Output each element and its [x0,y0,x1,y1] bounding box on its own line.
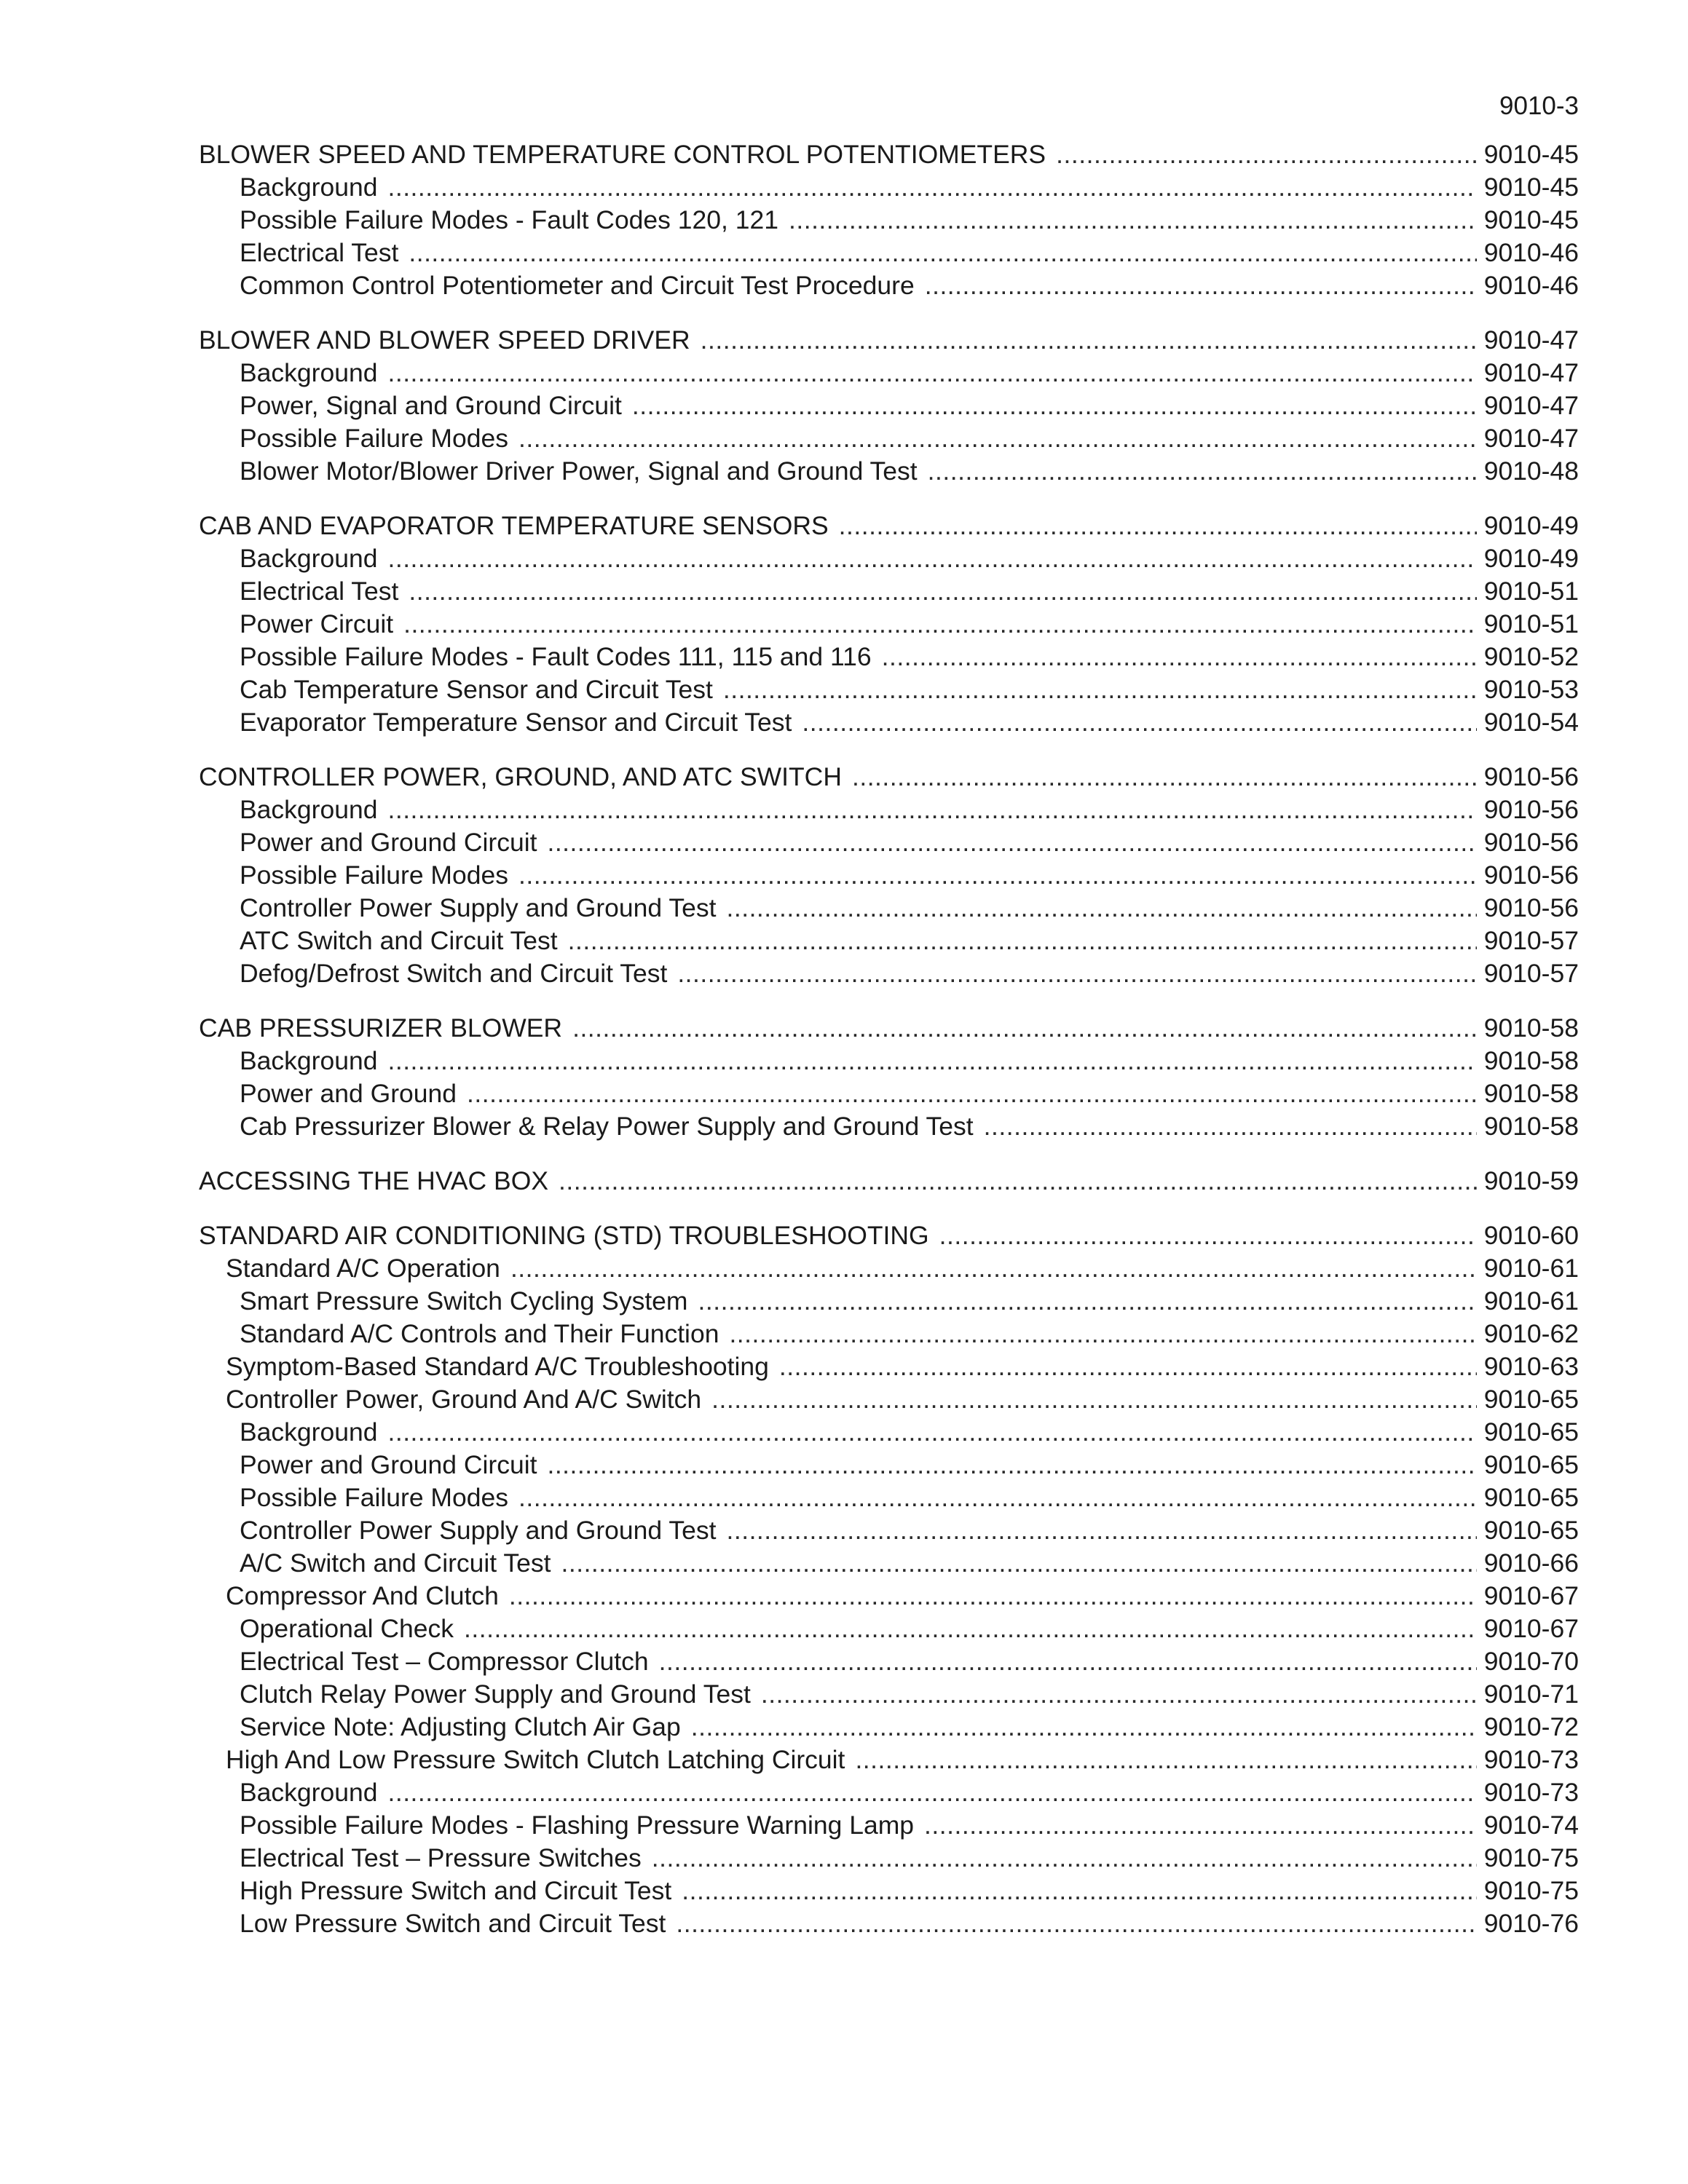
toc-entry[interactable] [199,575,1579,608]
toc-entry-title: Common Control Potentiometer and Circuit Test Procedure [240,271,915,300]
dot-leader [409,575,1476,608]
toc-entry-page: 9010-45 [1483,140,1579,169]
dot-leader [984,1110,1477,1143]
dot-leader [659,1645,1477,1678]
toc-entry-page: 9010-51 [1483,577,1579,606]
dot-leader [789,204,1477,237]
toc-entry[interactable] [199,1547,1579,1580]
dot-leader [632,389,1477,422]
dot-leader [387,1045,1476,1077]
toc-entry[interactable] [199,1285,1579,1318]
toc-entry-title: Background [240,544,378,573]
toc-section [199,1219,1579,1940]
toc-entry-title: Compressor And Clutch [226,1581,499,1610]
toc-entry[interactable] [199,455,1579,488]
toc-entry[interactable] [199,794,1579,826]
toc-entry-title: Evaporator Temperature Sensor and Circuit Test [240,708,792,737]
toc-entry[interactable] [199,1514,1579,1547]
toc-entry-title: Possible Failure Modes [240,1483,508,1512]
toc-entry-title: Possible Failure Modes [240,424,508,453]
toc-section-heading[interactable] [199,138,1579,171]
toc-entry[interactable] [199,1875,1579,1907]
toc-entry-title: Power, Signal and Ground Circuit [240,391,622,420]
toc-entry-title: Clutch Relay Power Supply and Ground Test [240,1679,751,1709]
toc-entry-page: 9010-47 [1483,424,1579,453]
toc-section [199,324,1579,488]
toc-entry-title: Cab Pressurizer Blower & Relay Power Supply and Ground Test [240,1112,974,1141]
dot-leader [802,706,1476,739]
toc-entry-page: 9010-67 [1483,1614,1579,1643]
toc-entry-page: 9010-47 [1483,325,1579,355]
toc-entry-page: 9010-54 [1483,708,1579,737]
toc-entry-title: Electrical Test – Compressor Clutch [240,1647,649,1676]
toc-entry-page: 9010-70 [1483,1647,1579,1676]
dot-leader [387,171,1476,204]
toc-entry-title: Background [240,1778,378,1807]
toc-entry[interactable] [199,1383,1579,1416]
toc-entry-title: STANDARD AIR CONDITIONING (STD) TROUBLESHOOTING [199,1221,929,1250]
table-of-contents [199,138,1579,1962]
toc-entry-page: 9010-48 [1483,456,1579,486]
toc-entry[interactable] [199,1613,1579,1645]
toc-entry-page: 9010-65 [1483,1450,1579,1479]
toc-section [199,761,1579,990]
dot-leader [928,455,1477,488]
toc-entry[interactable] [199,1907,1579,1940]
toc-entry-page: 9010-76 [1483,1909,1579,1938]
page-number: 9010-3 [1499,92,1579,120]
dot-leader [387,1416,1476,1449]
toc-entry[interactable] [199,925,1579,957]
toc-section-heading[interactable] [199,510,1579,542]
toc-entry-page: 9010-56 [1483,762,1579,791]
toc-entry-page: 9010-58 [1483,1112,1579,1141]
toc-entry-title: Low Pressure Switch and Circuit Test [240,1909,666,1938]
toc-entry-page: 9010-47 [1483,358,1579,387]
toc-entry-title: Standard A/C Controls and Their Function [240,1319,719,1348]
dot-leader [726,1514,1476,1547]
toc-entry[interactable] [199,237,1579,269]
toc-entry[interactable] [199,892,1579,925]
toc-entry-title: Controller Power, Ground And A/C Switch [226,1385,702,1414]
dot-leader [559,1165,1477,1198]
toc-entry-page: 9010-59 [1483,1166,1579,1195]
toc-entry-title: Power and Ground Circuit [240,828,537,857]
toc-section-heading[interactable] [199,1012,1579,1045]
dot-leader [518,859,1477,892]
toc-entry[interactable] [199,1481,1579,1514]
toc-entry-title: Symptom-Based Standard A/C Troubleshooting [226,1352,769,1381]
toc-entry-title: Controller Power Supply and Ground Test [240,1516,717,1545]
toc-entry-title: ATC Switch and Circuit Test [240,926,558,955]
toc-entry-page: 9010-65 [1483,1417,1579,1447]
toc-section-heading[interactable] [199,324,1579,357]
dot-leader [387,542,1476,575]
dot-leader [924,1809,1477,1842]
toc-entry[interactable] [199,357,1579,389]
toc-entry-title: Possible Failure Modes - Fault Codes 120, 121 [240,205,778,234]
toc-entry[interactable] [199,608,1579,641]
toc-entry-page: 9010-47 [1483,391,1579,420]
toc-entry-page: 9010-56 [1483,795,1579,824]
toc-entry[interactable] [199,673,1579,706]
dot-leader [723,673,1477,706]
toc-entry-page: 9010-72 [1483,1712,1579,1741]
toc-entry-title: BLOWER SPEED AND TEMPERATURE CONTROL POTENTIOMETERS [199,140,1046,169]
dot-leader [652,1842,1477,1875]
toc-entry[interactable] [199,1809,1579,1842]
toc-entry[interactable] [199,1110,1579,1143]
dot-leader [387,1776,1476,1809]
dot-leader [691,1711,1477,1744]
dot-leader [852,761,1477,794]
toc-entry-title: Electrical Test – Pressure Switches [240,1843,642,1872]
toc-entry[interactable] [199,1449,1579,1481]
toc-entry-title: CONTROLLER POWER, GROUND, AND ATC SWITCH [199,762,842,791]
dot-leader [711,1383,1477,1416]
toc-entry[interactable] [199,1744,1579,1776]
toc-entry[interactable] [199,1776,1579,1809]
toc-entry-page: 9010-57 [1483,926,1579,955]
toc-entry[interactable] [199,1580,1579,1613]
toc-entry[interactable] [199,1416,1579,1449]
dot-leader [518,422,1477,455]
dot-leader [510,1252,1477,1285]
toc-entry[interactable] [199,1842,1579,1875]
dot-leader [409,237,1476,269]
toc-entry-title: Smart Pressure Switch Cycling System [240,1286,688,1315]
dot-leader [572,1012,1477,1045]
toc-entry-title: Power Circuit [240,609,394,638]
toc-entry-title: Power and Ground Circuit [240,1450,537,1479]
toc-entry-title: Possible Failure Modes - Fault Codes 111, 115 and 116 [240,642,872,671]
dot-leader [467,1077,1477,1110]
toc-entry-title: Operational Check [240,1614,454,1643]
dot-leader [547,826,1476,859]
toc-entry-page: 9010-65 [1483,1516,1579,1545]
toc-entry-title: BLOWER AND BLOWER SPEED DRIVER [199,325,690,355]
toc-entry-page: 9010-67 [1483,1581,1579,1610]
dot-leader [761,1678,1477,1711]
toc-entry-page: 9010-75 [1483,1843,1579,1872]
toc-entry-title: Controller Power Supply and Ground Test [240,893,717,922]
toc-entry-title: Defog/Defrost Switch and Circuit Test [240,959,668,988]
toc-entry-page: 9010-49 [1483,544,1579,573]
toc-entry-title: Electrical Test [240,577,399,606]
dot-leader [682,1875,1476,1907]
toc-entry[interactable] [199,204,1579,237]
toc-entry-title: Background [240,173,378,202]
dot-leader [403,608,1477,641]
dot-leader [547,1449,1476,1481]
dot-leader [568,925,1477,957]
toc-entry[interactable] [199,641,1579,673]
toc-entry[interactable] [199,1350,1579,1383]
toc-entry-title: Possible Failure Modes [240,860,508,890]
toc-entry-page: 9010-62 [1483,1319,1579,1348]
dot-leader [726,892,1476,925]
toc-entry[interactable] [199,1045,1579,1077]
toc-section-heading[interactable] [199,1165,1579,1198]
dot-leader [855,1744,1476,1776]
toc-entry-page: 9010-56 [1483,828,1579,857]
toc-entry[interactable] [199,826,1579,859]
toc-entry-title: Standard A/C Operation [226,1254,500,1283]
dot-leader [387,357,1476,389]
toc-entry-title: Background [240,358,378,387]
toc-section-heading[interactable] [199,1219,1579,1252]
toc-entry-page: 9010-58 [1483,1046,1579,1075]
toc-section [199,1165,1579,1198]
toc-entry[interactable] [199,1678,1579,1711]
toc-entry-page: 9010-65 [1483,1385,1579,1414]
toc-entry-page: 9010-58 [1483,1013,1579,1042]
toc-entry-page: 9010-45 [1483,173,1579,202]
toc-entry[interactable] [199,1252,1579,1285]
dot-leader [509,1580,1477,1613]
toc-entry[interactable] [199,422,1579,455]
toc-entry-title: CAB PRESSURIZER BLOWER [199,1013,563,1042]
dot-leader [698,1285,1477,1318]
dot-leader [939,1219,1477,1252]
toc-entry-page: 9010-56 [1483,893,1579,922]
toc-entry[interactable] [199,957,1579,990]
dot-leader [387,794,1476,826]
dot-leader [677,957,1476,990]
toc-entry-title: Electrical Test [240,238,399,267]
toc-entry-page: 9010-66 [1483,1548,1579,1578]
toc-entry-page: 9010-61 [1483,1286,1579,1315]
toc-entry-page: 9010-56 [1483,860,1579,890]
toc-entry-page: 9010-46 [1483,271,1579,300]
toc-entry-title: Background [240,795,378,824]
toc-entry-title: Blower Motor/Blower Driver Power, Signal and Ground Test [240,456,918,486]
toc-entry-title: ACCESSING THE HVAC BOX [199,1166,549,1195]
toc-entry-page: 9010-61 [1483,1254,1579,1283]
toc-entry-title: Background [240,1046,378,1075]
toc-entry-page: 9010-71 [1483,1679,1579,1709]
toc-entry-title: Service Note: Adjusting Clutch Air Gap [240,1712,681,1741]
toc-entry-title: High Pressure Switch and Circuit Test [240,1876,672,1905]
toc-entry[interactable] [199,1318,1579,1350]
dot-leader [779,1350,1477,1383]
dot-leader [676,1907,1476,1940]
toc-entry-page: 9010-52 [1483,642,1579,671]
toc-entry-title: Possible Failure Modes - Flashing Pressure Warning Lamp [240,1811,915,1840]
dot-leader [701,324,1477,357]
toc-entry-page: 9010-75 [1483,1876,1579,1905]
dot-leader [561,1547,1476,1580]
toc-entry-page: 9010-49 [1483,511,1579,540]
toc-entry-page: 9010-45 [1483,205,1579,234]
toc-section-heading[interactable] [199,761,1579,794]
toc-entry-page: 9010-73 [1483,1778,1579,1807]
toc-entry-page: 9010-58 [1483,1079,1579,1108]
toc-section [199,510,1579,739]
toc-entry-page: 9010-60 [1483,1221,1579,1250]
toc-entry-title: Power and Ground [240,1079,457,1108]
toc-entry-title: A/C Switch and Circuit Test [240,1548,551,1578]
toc-entry[interactable] [199,171,1579,204]
toc-entry-page: 9010-53 [1483,675,1579,704]
toc-entry-page: 9010-65 [1483,1483,1579,1512]
toc-entry-title: CAB AND EVAPORATOR TEMPERATURE SENSORS [199,511,829,540]
toc-entry[interactable] [199,706,1579,739]
toc-entry-page: 9010-46 [1483,238,1579,267]
dot-leader [729,1318,1476,1350]
toc-section [199,138,1579,302]
toc-entry[interactable] [199,1077,1579,1110]
toc-entry-page: 9010-57 [1483,959,1579,988]
dot-leader [464,1613,1477,1645]
toc-entry-title: Background [240,1417,378,1447]
toc-entry-title: High And Low Pressure Switch Clutch Latching Circuit [226,1745,845,1774]
toc-entry-page: 9010-63 [1483,1352,1579,1381]
toc-entry[interactable] [199,859,1579,892]
dot-leader [1056,138,1477,171]
toc-entry-page: 9010-73 [1483,1745,1579,1774]
toc-entry-title: Cab Temperature Sensor and Circuit Test [240,675,713,704]
toc-entry[interactable] [199,1645,1579,1678]
toc-entry-page: 9010-51 [1483,609,1579,638]
toc-entry-page: 9010-74 [1483,1811,1579,1840]
dot-leader [882,641,1477,673]
toc-entry[interactable] [199,389,1579,422]
dot-leader [518,1481,1477,1514]
dot-leader [839,510,1477,542]
dot-leader [925,269,1477,302]
toc-entry[interactable] [199,542,1579,575]
toc-section [199,1012,1579,1143]
toc-entry[interactable] [199,269,1579,302]
toc-entry[interactable] [199,1711,1579,1744]
